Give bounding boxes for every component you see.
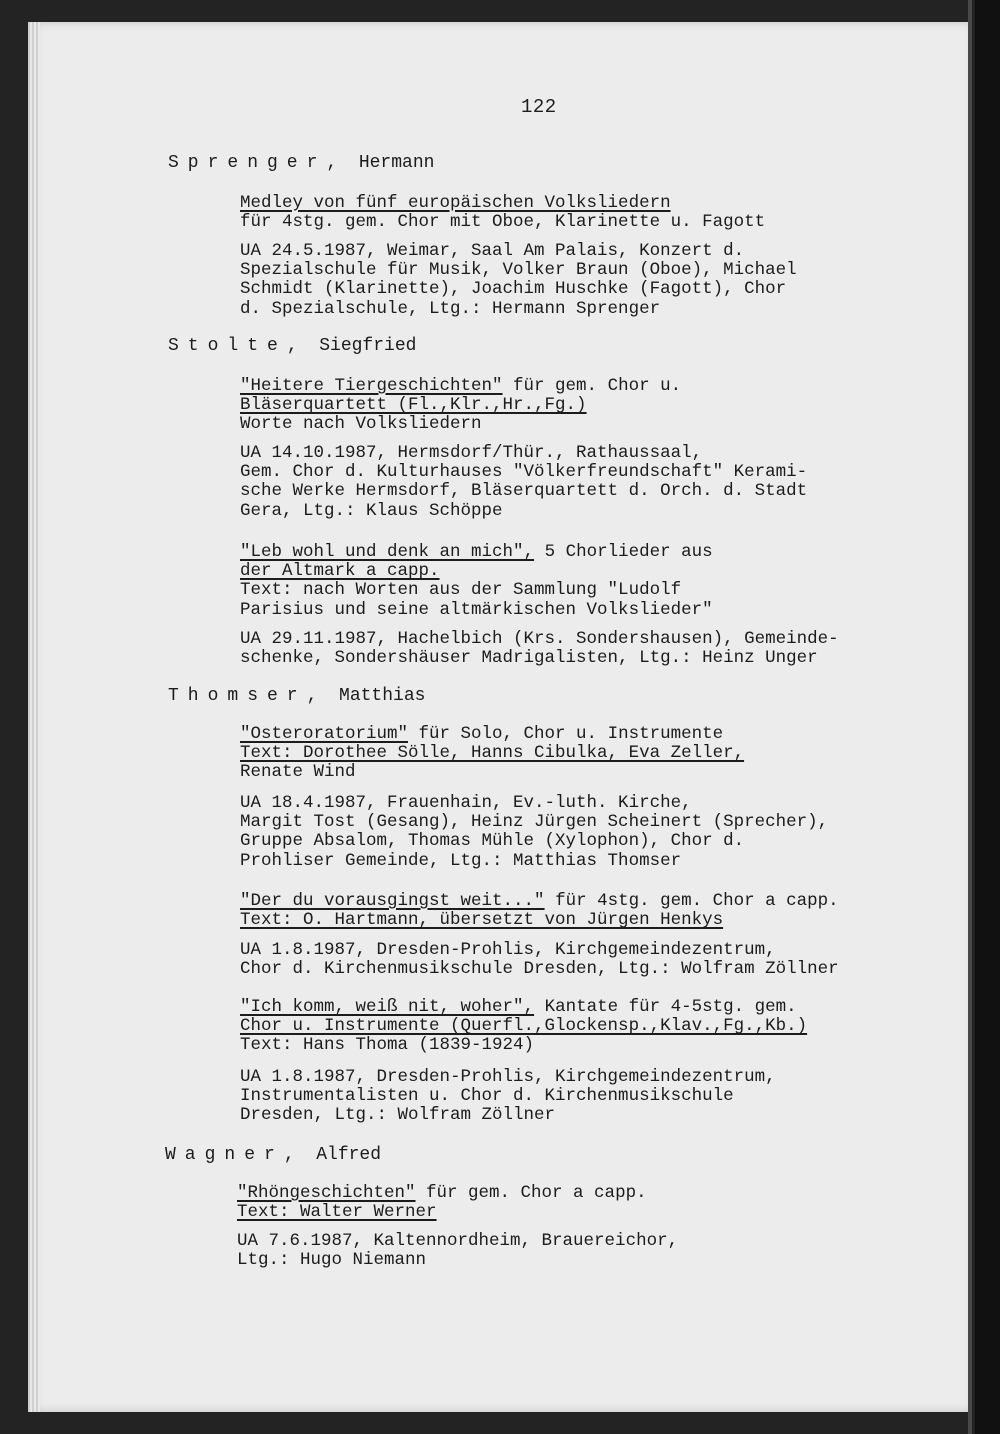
premiere-line: Ltg.: Hugo Niemann	[237, 1250, 427, 1271]
composer-last-name: Wagner	[165, 1145, 284, 1165]
work-entry	[240, 892, 839, 930]
work-description: Text: Dorothee Sölle, Hanns Cibulka, Eva Zeller,	[240, 743, 745, 764]
premiere-line: Dresden, Ltg.: Wolfram Zöllner	[240, 1105, 556, 1126]
premiere-info	[237, 1232, 678, 1270]
work-description: Text: O. Hartmann, übersetzt von Jürgen Henkys	[240, 910, 724, 931]
premiere-line: Gruppe Absalom, Thomas Mühle (Xylophon), Chor d.	[240, 831, 745, 852]
work-description: Renate Wind	[240, 762, 356, 783]
premiere-line: Gem. Chor d. Kulturhauses "Völkerfreundschaft" Kerami-	[240, 462, 808, 483]
premiere-line: UA 1.8.1987, Dresden-Prohlis, Kirchgemeindezentrum,	[240, 1067, 776, 1087]
premiere-line: Prohliser Gemeinde, Ltg.: Matthias Thomser	[240, 850, 682, 871]
premiere-info	[240, 941, 839, 979]
premiere-line: Chor d. Kirchenmusikschule Dresden, Ltg.: Wolfram Zöllner	[240, 959, 839, 980]
composer-heading: Wagner, Alfred	[165, 1145, 382, 1165]
premiere-line: UA 18.4.1987, Frauenhain, Ev.-luth. Kirche,	[240, 793, 692, 813]
work-entry	[240, 194, 765, 232]
work-description: Chor u. Instrumente (Querfl.,Glockensp.,Klav.,Fg.,Kb.)	[240, 1016, 808, 1037]
composer-first-name: Matthias	[339, 686, 426, 706]
work-entry	[240, 725, 744, 783]
premiere-line: sche Werke Hermsdorf, Bläserquartett d. Orch. d. Stadt	[240, 481, 808, 502]
work-title-rest: Kantate für 4-5stg. gem.	[534, 997, 797, 1017]
composer-first-name: Siegfried	[319, 336, 417, 356]
premiere-line: UA 14.10.1987, Hermsdorf/Thür., Rathaussaal,	[240, 443, 703, 463]
premiere-line: UA 1.8.1987, Dresden-Prohlis, Kirchgemeindezentrum,	[240, 940, 776, 960]
work-title-rest: für gem. Chor a capp.	[415, 1183, 647, 1203]
premiere-info	[240, 1068, 776, 1126]
work-description: Worte nach Volksliedern	[240, 414, 482, 435]
premiere-line: d. Spezialschule, Ltg.: Hermann Sprenger	[240, 298, 661, 319]
premiere-line: schenke, Sondershäuser Madrigalisten, Ltg.: Heinz Unger	[240, 648, 818, 669]
premiere-info	[240, 242, 797, 319]
premiere-line: UA 24.5.1987, Weimar, Saal Am Palais, Konzert d.	[240, 241, 745, 261]
work-entry	[240, 543, 713, 620]
work-entry	[240, 998, 807, 1056]
work-description: Text: Walter Werner	[237, 1202, 437, 1223]
work-title: "Ich komm, weiß nit, woher",	[240, 997, 535, 1017]
composer-first-name: Alfred	[316, 1145, 382, 1165]
work-description: Parisius und seine altmärkischen Volkslieder"	[240, 599, 713, 620]
work-title-rest: für 4stg. gem. Chor a capp.	[544, 891, 839, 911]
work-title: Medley von fünf europäischen Volksliedern	[240, 193, 671, 213]
work-description: Text: Hans Thoma (1839-1924)	[240, 1035, 535, 1056]
premiere-line: Margit Tost (Gesang), Heinz Jürgen Scheinert (Sprecher),	[240, 812, 829, 833]
work-title: "Osteroratorium"	[240, 724, 409, 744]
premiere-line: Gera, Ltg.: Klaus Schöppe	[240, 500, 503, 521]
work-title: "Rhöngeschichten"	[237, 1183, 416, 1203]
premiere-line: Instrumentalisten u. Chor d. Kirchenmusikschule	[240, 1086, 734, 1107]
premiere-line: UA 7.6.1987, Kaltennordheim, Brauereichor,	[237, 1231, 679, 1251]
work-title: "Leb wohl und denk an mich",	[240, 542, 535, 562]
composer-last-name: Thomser	[168, 686, 307, 706]
work-title: "Der du vorausgingst weit..."	[240, 891, 545, 911]
premiere-info	[240, 444, 807, 521]
composer-last-name: Stolte	[168, 336, 287, 356]
work-entry	[237, 1184, 647, 1222]
work-description: für 4stg. gem. Chor mit Oboe, Klarinette u. Fagott	[240, 212, 766, 233]
premiere-line: Spezialschule für Musik, Volker Braun (Oboe), Michael	[240, 260, 797, 281]
work-description: Text: nach Worten aus der Sammlung "Ludolf	[240, 580, 682, 601]
work-title-rest: 5 Chorlieder aus	[534, 542, 713, 562]
work-description: der Altmark a capp.	[240, 561, 440, 582]
work-description: Bläserquartett (Fl.,Klr.,Hr.,Fg.)	[240, 395, 587, 416]
composer-first-name: Hermann	[358, 153, 435, 173]
composer-heading: Stolte, Siegfried	[168, 336, 417, 356]
premiere-line: UA 29.11.1987, Hachelbich (Krs. Sondershausen), Gemeinde-	[240, 629, 839, 649]
work-entry	[240, 377, 681, 435]
premiere-line: Schmidt (Klarinette), Joachim Huschke (Fagott), Chor	[240, 279, 787, 300]
premiere-info	[240, 630, 839, 668]
work-title: "Heitere Tiergeschichten"	[240, 376, 503, 396]
composer-last-name: Sprenger	[168, 153, 327, 173]
work-title-rest: für gem. Chor u.	[502, 376, 682, 396]
composer-heading: Thomser, Matthias	[168, 686, 426, 706]
page-number: 122	[521, 96, 557, 118]
work-title-rest: für Solo, Chor u. Instrumente	[408, 724, 724, 744]
composer-heading: Sprenger, Hermann	[168, 153, 435, 173]
premiere-info	[240, 794, 828, 871]
